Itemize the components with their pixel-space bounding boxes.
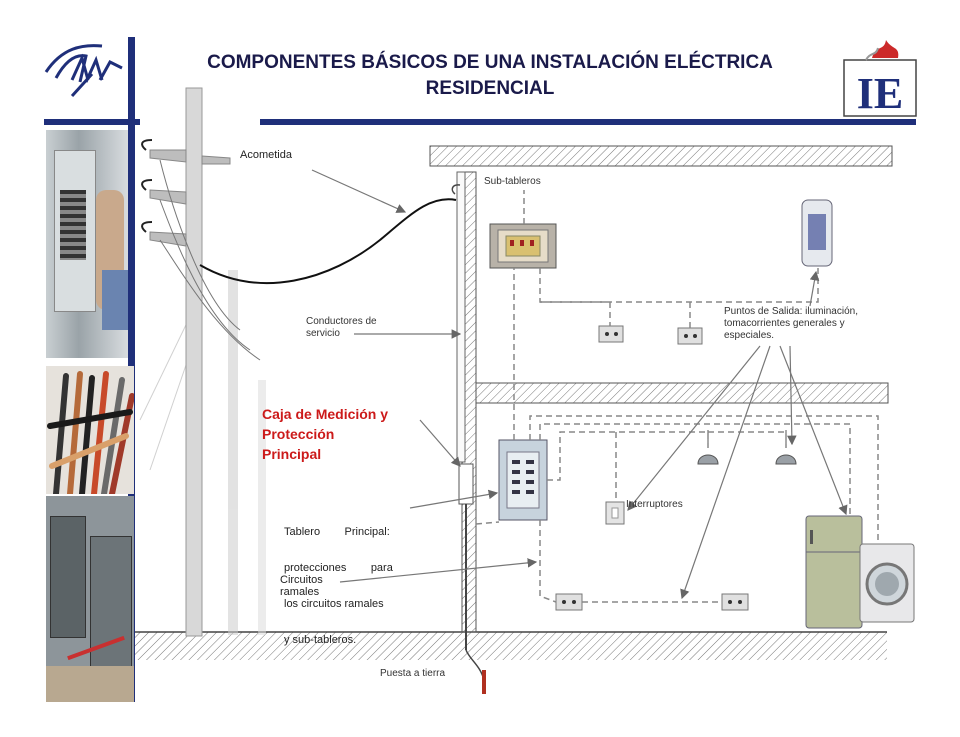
label-acometida: Acometida — [240, 149, 292, 161]
outlet-upper-1 — [599, 326, 623, 342]
label-caja-line-3: Principal — [262, 446, 322, 462]
label-tablero-line-4: y sub-tableros. — [284, 634, 357, 646]
ie-logo-text: IE — [856, 69, 904, 118]
label-puntos-line-3: especiales. — [724, 330, 775, 341]
label-sub-tableros: Sub-tableros — [484, 176, 541, 187]
label-puntos-line-2: tomacorrientes generales y — [724, 318, 845, 329]
label-tablero-line-1: Tablero Principal: — [284, 526, 390, 538]
label-tablero-line-2: protecciones para — [284, 562, 393, 574]
ground-rod — [482, 670, 486, 694]
label-puesta-tierra: Puesta a tierra — [380, 668, 446, 679]
outlet-upper-2 — [678, 328, 702, 344]
title-line-2: RESIDENCIAL — [425, 78, 555, 99]
label-conductores — [306, 316, 377, 340]
label-tablero-line-3: los circuitos ramales — [284, 598, 384, 610]
light-switch — [606, 502, 624, 524]
main-panel — [499, 440, 547, 520]
refrigerator — [806, 516, 862, 628]
label-circuitos-line-1: Circuitos — [280, 574, 323, 586]
water-heater — [802, 200, 832, 266]
label-circuitos-line-2: ramales — [280, 586, 320, 598]
label-caja-line-1: Caja de Medición y — [262, 406, 389, 422]
outlet-lower-1 — [556, 594, 582, 610]
label-conductores-line-1: Conductores de — [306, 316, 377, 327]
sub-panel — [490, 224, 556, 268]
label-puntos-line-1: Puntos de Salida: iluminación, — [724, 306, 858, 317]
service-mast — [457, 172, 465, 462]
label-interruptores: Interruptores — [626, 499, 683, 510]
mid-floor-slab — [476, 383, 888, 403]
ceiling-slab — [430, 146, 892, 166]
label-caja-medicion — [262, 404, 388, 464]
label-caja-line-2: Protección — [262, 426, 335, 442]
service-drop-wire — [200, 199, 456, 283]
ground-strip — [135, 632, 887, 660]
label-conductores-line-2: servicio — [306, 328, 340, 339]
washing-machine — [860, 544, 914, 622]
label-circuitos-ramales — [280, 574, 323, 598]
outlet-lower-2 — [722, 594, 748, 610]
background-poles — [140, 270, 266, 635]
label-puntos-salida — [724, 306, 858, 342]
title-line-1: COMPONENTES BÁSICOS DE UNA INSTALACIÓN ELÉCTRICA — [207, 52, 773, 73]
utility-pole — [186, 88, 202, 636]
